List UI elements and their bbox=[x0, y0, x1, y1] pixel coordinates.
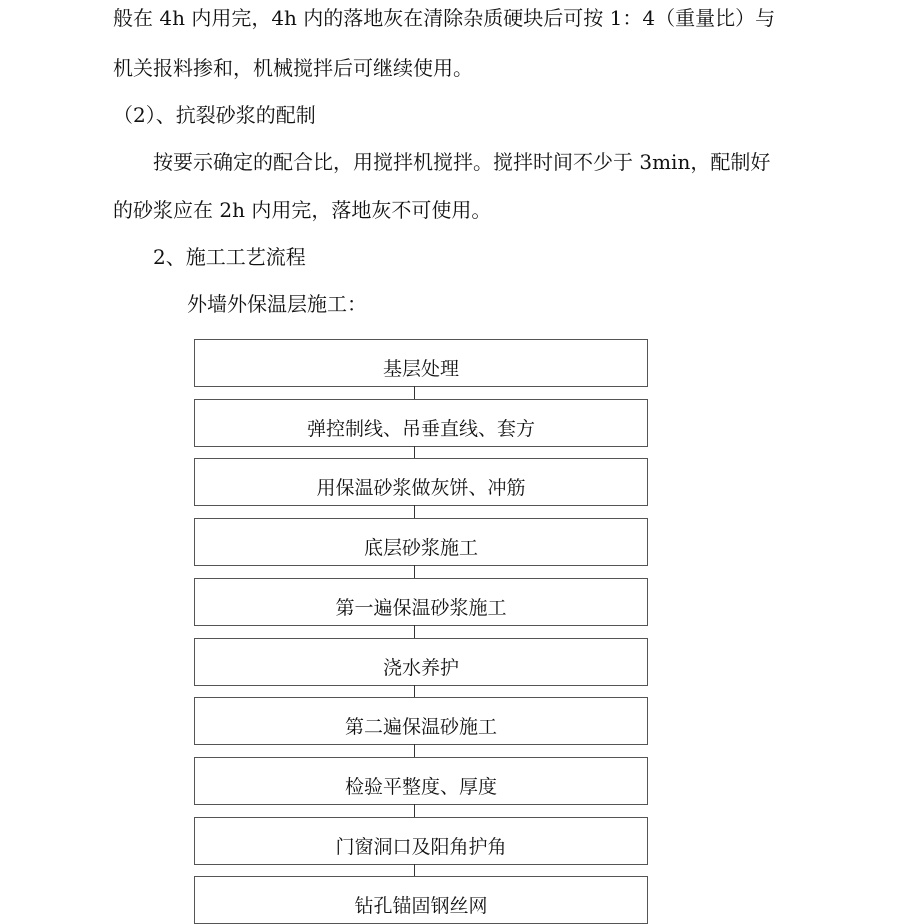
flowchart-step: 用保温砂浆做灰饼、冲筋 bbox=[194, 458, 648, 506]
flowchart-connector bbox=[414, 625, 415, 639]
paragraph-line-2: 机关报料掺和，机械搅拌后可继续使用。 bbox=[113, 56, 473, 80]
flowchart-step: 第一遍保温砂浆施工 bbox=[194, 578, 648, 626]
flowchart-step: 底层砂浆施工 bbox=[194, 518, 648, 566]
flowchart-step: 基层处理 bbox=[194, 339, 648, 387]
section-heading-crack-resistant-mortar: （2）、抗裂砂浆的配制 bbox=[113, 103, 316, 127]
paragraph-line-4: 按要示确定的配合比，用搅拌机搅拌。搅拌时间不少于 3min，配制好 bbox=[153, 150, 771, 174]
flowchart-step: 浇水养护 bbox=[194, 638, 648, 686]
flowchart-connector bbox=[414, 744, 415, 758]
flowchart-step: 检验平整度、厚度 bbox=[194, 757, 648, 805]
flowchart-step: 弹控制线、吊垂直线、套方 bbox=[194, 399, 648, 447]
paragraph-line-1: 般在 4h 内用完，4h 内的落地灰在清除杂质硬块后可按 1：4（重量比）与 bbox=[113, 6, 776, 30]
paragraph-line-5: 的砂浆应在 2h 内用完，落地灰不可使用。 bbox=[113, 198, 492, 222]
flowchart-connector bbox=[414, 804, 415, 818]
flowchart-step: 第二遍保温砂施工 bbox=[194, 697, 648, 745]
flowchart-step: 门窗洞口及阳角护角 bbox=[194, 817, 648, 865]
flowchart-caption: 外墙外保温层施工： bbox=[187, 292, 367, 316]
flowchart-connector bbox=[414, 386, 415, 400]
flowchart-step: 钻孔锚固钢丝网 bbox=[194, 876, 648, 924]
flowchart-connector bbox=[414, 505, 415, 519]
section-heading-process-flow: 2、施工工艺流程 bbox=[153, 245, 306, 269]
flowchart-connector bbox=[414, 565, 415, 579]
